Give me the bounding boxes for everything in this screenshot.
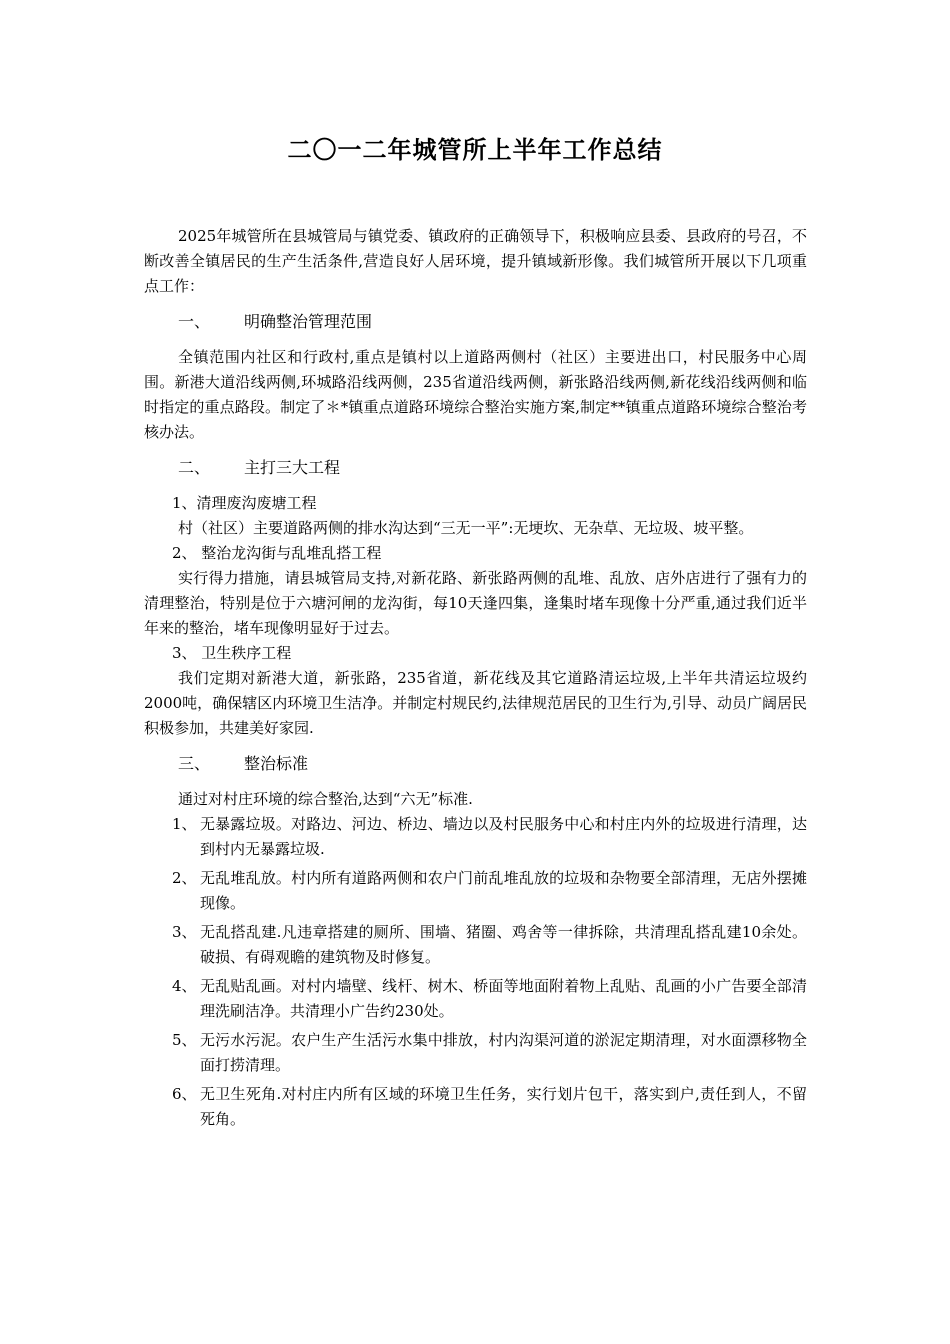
intro-paragraph: 2025年城管所在县城管局与镇党委、镇政府的正确领导下，积极响应县委、县政府的号召，不断改善全镇居民的生产生活条件,营造良好人居环境，提升镇域新形像。我们城管所开展以下几项重点工作： xyxy=(144,227,807,295)
section-1-paragraph: 全镇范围内社区和行政村,重点是镇村以上道路两侧村（社区）主要进出口，村民服务中心周围。新港大道沿线两侧,环城路沿线两侧，235省道沿线两侧，新张路沿线两侧,新花线沿线两侧和临时指定的重点路段。制定了＊*镇重点道路环境综合整治实施方案,制定**镇重点道路环境综合整治考核办法。 xyxy=(144,348,807,441)
section-heading-3 xyxy=(144,751,807,777)
subsection-paragraph: 实行得力措施，请县城管局支持,对新花路、新张路两侧的乱堆、乱放、店外店进行了强有力的清理整治，特别是位于六塘河闸的龙沟街，每10天逢四集，逢集时堵车现像十分严重,通过我们近半年来的整治，堵车现像明显好于过去。 xyxy=(144,569,807,637)
item-text: 无污水污泥。农户生产生活污水集中排放，村内沟渠河道的淤泥定期清理，对水面漂移物全面打捞清理。 xyxy=(200,1031,807,1074)
item-number: 5、 xyxy=(172,1031,197,1049)
section-heading-2 xyxy=(144,455,807,481)
subsection-title: 1、清理废沟废塘工程 xyxy=(172,494,317,512)
section-number: 二、 xyxy=(178,458,211,477)
section-title: 明确整治管理范围 xyxy=(244,312,373,331)
standard-list-item xyxy=(144,974,807,1024)
standard-list-item xyxy=(144,920,807,970)
subsection-title: 2、 整治龙沟街与乱堆乱搭工程 xyxy=(172,544,382,562)
section-title: 整治标准 xyxy=(244,754,309,773)
item-text: 无乱贴乱画。对村内墙壁、线杆、树木、桥面等地面附着物上乱贴、乱画的小广告要全部清理洗刷洁净。共清理小广告约230处。 xyxy=(200,977,807,1020)
item-text: 无乱搭乱建.凡违章搭建的厕所、围墙、猪圈、鸡舍等一律拆除，共清理乱搭乱建10余处。破损、有碍观瞻的建筑物及时修复。 xyxy=(200,923,807,966)
section-heading-1 xyxy=(144,309,807,335)
section-3-lead: 通过对村庄环境的综合整治,达到“六无”标准. xyxy=(178,790,473,808)
section-number: 三、 xyxy=(178,754,211,773)
item-text: 无乱堆乱放。村内所有道路两侧和农户门前乱堆乱放的垃圾和杂物要全部清理，无店外摆摊现像。 xyxy=(200,869,807,912)
subsection-paragraph: 我们定期对新港大道，新张路，235省道，新花线及其它道路清运垃圾,上半年共清运垃圾约2000吨，确保辖区内环境卫生洁净。并制定村规民约,法律规范居民的卫生行为,引导、动员广阔居民积极参加，共建美好家园. xyxy=(144,669,807,737)
document-title: 二〇一二年城管所上半年工作总结 xyxy=(287,136,663,164)
standard-list-item xyxy=(144,1082,807,1132)
document-body xyxy=(144,224,807,1136)
subsection-title: 3、 卫生秩序工程 xyxy=(172,644,292,662)
item-number: 3、 xyxy=(172,923,197,941)
subsection-paragraph: 村（社区）主要道路两侧的排水沟达到“三无一平”:无埂坎、无杂草、无垃圾、坡平整。 xyxy=(178,519,754,537)
item-number: 1、 xyxy=(172,815,197,833)
standard-list-item xyxy=(144,812,807,862)
section-title: 主打三大工程 xyxy=(244,458,341,477)
item-text: 无卫生死角.对村庄内所有区域的环境卫生任务，实行划片包干，落实到户,责任到人，不留死角。 xyxy=(200,1085,807,1128)
standard-list-item xyxy=(144,1028,807,1078)
section-number: 一、 xyxy=(178,312,211,331)
item-number: 4、 xyxy=(172,977,197,995)
standard-list-item xyxy=(144,866,807,916)
item-text: 无暴露垃圾。对路边、河边、桥边、墙边以及村民服务中心和村庄内外的垃圾进行清理，达到村内无暴露垃圾. xyxy=(200,815,807,858)
item-number: 6、 xyxy=(172,1085,197,1103)
item-number: 2、 xyxy=(172,869,197,887)
